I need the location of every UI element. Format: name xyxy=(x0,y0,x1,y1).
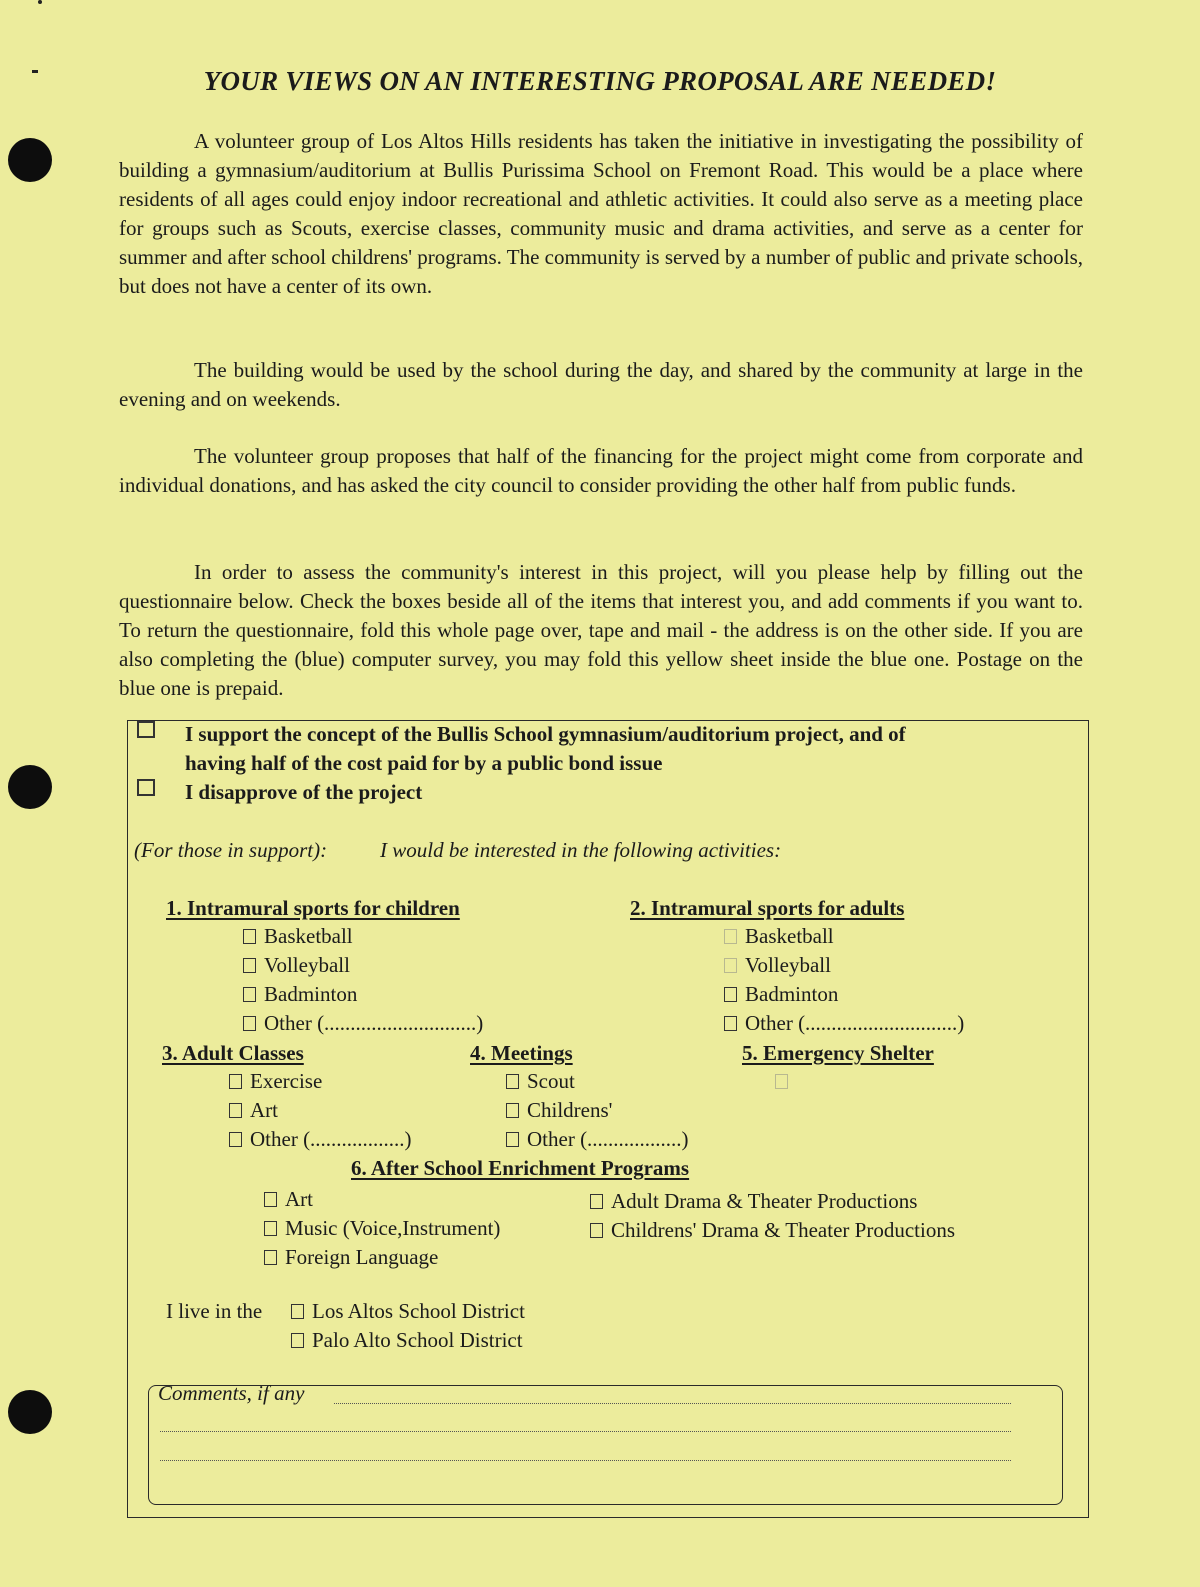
checkbox[interactable] xyxy=(229,1103,242,1118)
option-los-altos-district[interactable]: Los Altos School District xyxy=(291,1299,525,1324)
support-intro-text: I would be interested in the following activities: xyxy=(380,838,782,862)
disapprove-label: I disapprove of the project xyxy=(185,780,423,804)
option-children-basketball[interactable]: Basketball xyxy=(243,924,353,949)
checkbox[interactable] xyxy=(506,1103,519,1118)
instructions-paragraph: In order to assess the community's interest in this project, will you please help by filling out the questionnaire below. Check the boxes beside all of the items that interest you, and add comments if you want to. To return the questionnaire, fold this whole page over, tape and mail - the address is on the other side. If you are also completing the (blue) computer survey, you may fold this yellow sheet inside the blue one. Postage on the blue one is prepaid. xyxy=(119,560,1083,700)
checkbox[interactable] xyxy=(590,1194,603,1209)
checkbox[interactable] xyxy=(724,958,737,973)
checkbox[interactable] xyxy=(243,958,256,973)
section-heading-adult-sports: 2. Intramural sports for adults xyxy=(630,896,905,920)
disapprove-option xyxy=(137,780,155,798)
section-heading-meetings: 4. Meetings xyxy=(470,1041,573,1065)
option-children-badminton[interactable]: Badminton xyxy=(243,982,357,1007)
section-heading-adult-classes: 3. Adult Classes xyxy=(162,1041,304,1065)
option-meeting-childrens[interactable]: Childrens' xyxy=(506,1098,612,1123)
usage-paragraph: The building would be used by the school during the day, and shared by the community at large in the evening and on weekends. xyxy=(119,358,1083,411)
option-class-exercise[interactable]: Exercise xyxy=(229,1069,322,1094)
option-children-other[interactable]: Other (.............................) xyxy=(243,1011,483,1036)
page-title: YOUR VIEWS ON AN INTERESTING PROPOSAL ARE NEEDED! xyxy=(203,66,997,96)
option-after-school-language[interactable]: Foreign Language xyxy=(264,1245,438,1270)
option-adult-badminton[interactable]: Badminton xyxy=(724,982,838,1007)
checkbox[interactable] xyxy=(506,1132,519,1147)
checkbox[interactable] xyxy=(291,1304,304,1319)
checkbox[interactable] xyxy=(229,1132,242,1147)
checkbox[interactable] xyxy=(243,1016,256,1031)
option-meeting-other[interactable]: Other (..................) xyxy=(506,1127,689,1152)
comments-line-2[interactable] xyxy=(160,1431,1011,1432)
option-class-other[interactable]: Other (..................) xyxy=(229,1127,412,1152)
support-label-line2: having half of the cost paid for by a public bond issue xyxy=(185,751,663,775)
binder-hole-top xyxy=(8,138,52,182)
support-option xyxy=(137,722,155,740)
option-adult-other[interactable]: Other (.............................) xyxy=(724,1011,964,1036)
option-children-volleyball[interactable]: Volleyball xyxy=(243,953,350,978)
option-class-art[interactable]: Art xyxy=(229,1098,278,1123)
checkbox[interactable] xyxy=(264,1221,277,1236)
binder-hole-bottom xyxy=(8,1390,52,1434)
checkbox[interactable] xyxy=(775,1074,788,1089)
checkbox[interactable] xyxy=(264,1250,277,1265)
option-adult-basketball[interactable]: Basketball xyxy=(724,924,834,949)
checkbox[interactable] xyxy=(243,929,256,944)
stray-mark xyxy=(38,0,42,4)
checkbox[interactable] xyxy=(506,1074,519,1089)
option-meeting-scout[interactable]: Scout xyxy=(506,1069,575,1094)
checkbox[interactable] xyxy=(291,1333,304,1348)
checkbox[interactable] xyxy=(229,1074,242,1089)
support-intro-prefix: (For those in support): xyxy=(134,838,328,862)
district-label: I live in the xyxy=(166,1299,263,1323)
comments-label: Comments, if any xyxy=(158,1381,305,1405)
binder-hole-middle xyxy=(8,765,52,809)
support-checkbox[interactable] xyxy=(137,721,155,738)
checkbox[interactable] xyxy=(264,1192,277,1207)
disapprove-checkbox[interactable] xyxy=(137,779,155,796)
option-childrens-drama[interactable]: Childrens' Drama & Theater Productions xyxy=(590,1218,955,1243)
option-palo-alto-district[interactable]: Palo Alto School District xyxy=(291,1328,523,1353)
checkbox[interactable] xyxy=(724,1016,737,1031)
option-emergency-shelter[interactable] xyxy=(775,1069,796,1094)
financing-paragraph: The volunteer group proposes that half of the financing for the project might come from corporate and individual donations, and has asked the city council to consider providing the other half from public funds. xyxy=(119,444,1083,497)
checkbox[interactable] xyxy=(243,987,256,1002)
intro-paragraph: A volunteer group of Los Altos Hills residents has taken the initiative in investigating the possibility of building a gymnasium/auditorium at Bullis Purissima School on Fremont Road. This would be a place where residents of all ages could enjoy indoor recreational and athletic activities. It could also serve as a meeting place for groups such as Scouts, exercise classes, community music and drama activities, and serve as a center for summer and after school childrens' programs. The community is served by a number of public and private schools, but does not have a center of its own. xyxy=(119,129,1083,298)
option-adult-drama[interactable]: Adult Drama & Theater Productions xyxy=(590,1189,917,1214)
section-heading-children-sports: 1. Intramural sports for children xyxy=(166,896,460,920)
comments-line-1[interactable] xyxy=(334,1403,1011,1404)
section-heading-after-school: 6. After School Enrichment Programs xyxy=(351,1156,690,1180)
option-adult-volleyball[interactable]: Volleyball xyxy=(724,953,831,978)
section-heading-emergency-shelter: 5. Emergency Shelter xyxy=(742,1041,934,1065)
checkbox[interactable] xyxy=(724,929,737,944)
option-after-school-art[interactable]: Art xyxy=(264,1187,313,1212)
checkbox[interactable] xyxy=(590,1223,603,1238)
support-label-line1: I support the concept of the Bullis School gymnasium/auditorium project, and of xyxy=(185,722,906,746)
option-after-school-music[interactable]: Music (Voice,Instrument) xyxy=(264,1216,500,1241)
checkbox[interactable] xyxy=(724,987,737,1002)
comments-line-3[interactable] xyxy=(160,1460,1011,1461)
